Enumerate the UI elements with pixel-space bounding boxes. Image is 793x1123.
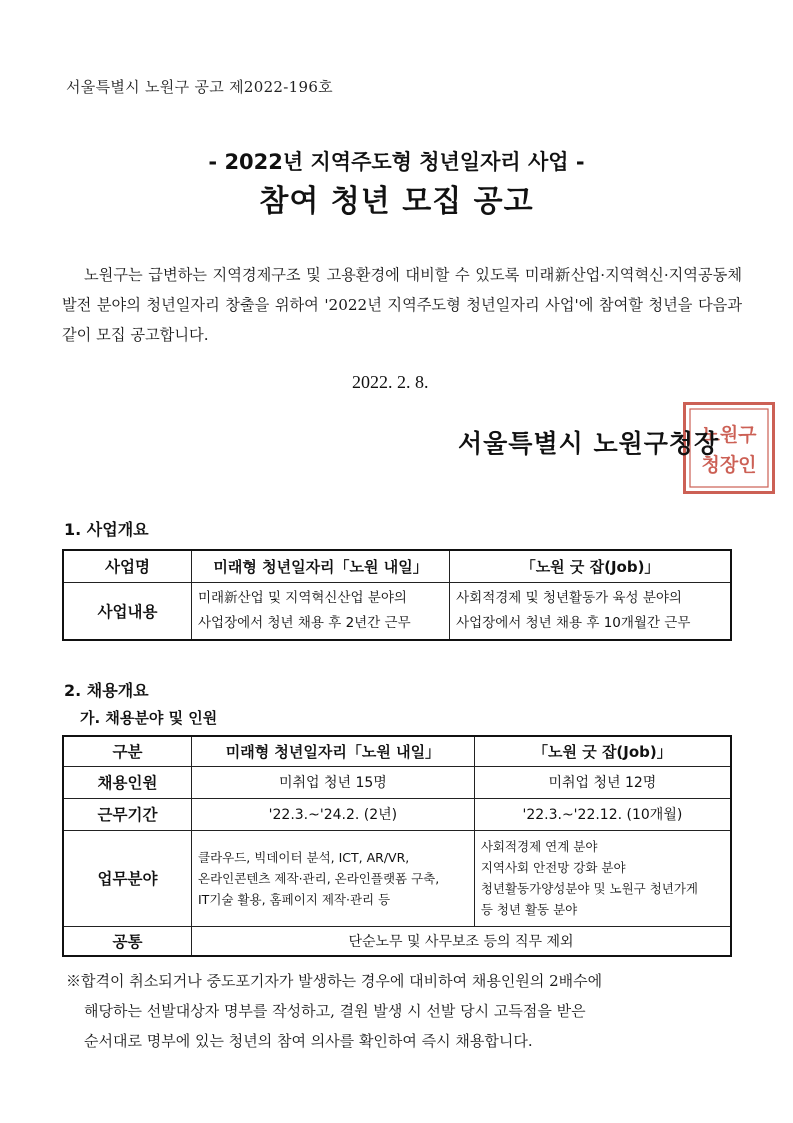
content-a-line: 사업장에서 청년 채용 후 2년간 근무 bbox=[198, 614, 411, 631]
field-label: 업무분야 bbox=[63, 830, 192, 926]
footnote-line: 순서대로 명부에 있는 청년의 참여 의사를 확인하여 즉시 채용합니다. bbox=[84, 1032, 533, 1050]
footnote-line: ※합격이 취소되거나 중도포기자가 발생하는 경우에 대비하여 채용인원의 2배수에 bbox=[66, 972, 603, 990]
table-row bbox=[63, 736, 731, 766]
notice-number: 서울특별시 노원구 공고 제2022-196호 bbox=[66, 78, 333, 96]
svg-text:청장인: 청장인 bbox=[701, 454, 757, 476]
headcount-a: 미취업 청년 15명 bbox=[192, 766, 475, 798]
common-value: 단순노무 및 사무보조 등의 직무 제외 bbox=[192, 926, 732, 956]
field-b-line: 사회적경제 연계 분야 bbox=[480, 839, 598, 854]
headcount-b: 미취업 청년 12명 bbox=[474, 766, 731, 798]
field-a-line: 온라인콘텐츠 제작·관리, 온라인플랫폼 구축, bbox=[198, 870, 440, 886]
field-b bbox=[474, 830, 731, 926]
announcement-subtitle: - 2022년 지역주도형 청년일자리 사업 - bbox=[208, 150, 585, 174]
section2-subtitle: 가. 채용분야 및 인원 bbox=[80, 709, 218, 727]
period-label: 근무기간 bbox=[63, 798, 192, 830]
field-b-line: 청년활동가양성분야 및 노원구 청년가게 bbox=[480, 881, 699, 896]
program-a-name: 미래형 청년일자리「노원 내일」 bbox=[192, 550, 450, 582]
header-label: 구분 bbox=[63, 736, 192, 766]
program-b-name: 「노원 굿 잡(Job)」 bbox=[450, 550, 731, 582]
table-row bbox=[63, 798, 731, 830]
row-label-business-name: 사업명 bbox=[63, 550, 192, 582]
field-a bbox=[192, 830, 475, 926]
signer-name: 서울특별시 노원구청장 bbox=[458, 429, 720, 458]
content-b-line: 사업장에서 청년 채용 후 10개월간 근무 bbox=[456, 614, 691, 631]
content-a bbox=[192, 582, 450, 640]
table-row bbox=[63, 766, 731, 798]
recruitment-table bbox=[62, 735, 732, 957]
program-a-name: 미래형 청년일자리「노원 내일」 bbox=[192, 736, 475, 766]
announcement-date: 2022. 2. 8. bbox=[352, 372, 429, 392]
period-a: '22.3.~'24.2. (2년) bbox=[192, 798, 475, 830]
table-row bbox=[63, 550, 731, 582]
common-label: 공통 bbox=[63, 926, 192, 956]
field-a-line: 클라우드, 빅데이터 분석, ICT, AR/VR, bbox=[198, 849, 410, 865]
table-row bbox=[63, 582, 731, 640]
svg-text:노원구: 노원구 bbox=[701, 424, 757, 446]
content-a-line: 미래新산업 및 지역혁신산업 분야의 bbox=[198, 589, 407, 606]
intro-paragraph: 노원구는 급변하는 지역경제구조 및 고용환경에 대비할 수 있도록 미래新산업·지역혁신·지역공동체발전 분야의 청년일자리 창출을 위하여 '2022년 지역주도형 청년일자리 사업'에 참여할 청년을 다음과 같이 모집 공고합니다. bbox=[62, 266, 742, 344]
field-b-line: 지역사회 안전망 강화 분야 bbox=[480, 860, 626, 875]
table-row bbox=[63, 926, 731, 956]
row-label-business-content: 사업내용 bbox=[63, 582, 192, 640]
content-b-line: 사회적경제 및 청년활동가 육성 분야의 bbox=[456, 589, 682, 606]
period-b: '22.3.~'22.12. (10개월) bbox=[474, 798, 731, 830]
section2-title: 2. 채용개요 bbox=[64, 681, 149, 700]
table-row bbox=[63, 830, 731, 926]
field-a-line: IT기술 활용, 홈페이지 제작·관리 등 bbox=[198, 891, 391, 907]
program-b-name: 「노원 굿 잡(Job)」 bbox=[474, 736, 731, 766]
section1-title: 1. 사업개요 bbox=[64, 520, 149, 539]
business-overview-table bbox=[62, 549, 732, 641]
announcement-title: 참여 청년 모집 공고 bbox=[259, 184, 534, 219]
content-b bbox=[450, 582, 731, 640]
footnote-line: 해당하는 선발대상자 명부를 작성하고, 결원 발생 시 선발 당시 고득점을 받은 bbox=[84, 1002, 586, 1020]
footnote bbox=[66, 966, 746, 1056]
headcount-label: 채용인원 bbox=[63, 766, 192, 798]
field-b-line: 등 청년 활동 분야 bbox=[480, 902, 578, 917]
